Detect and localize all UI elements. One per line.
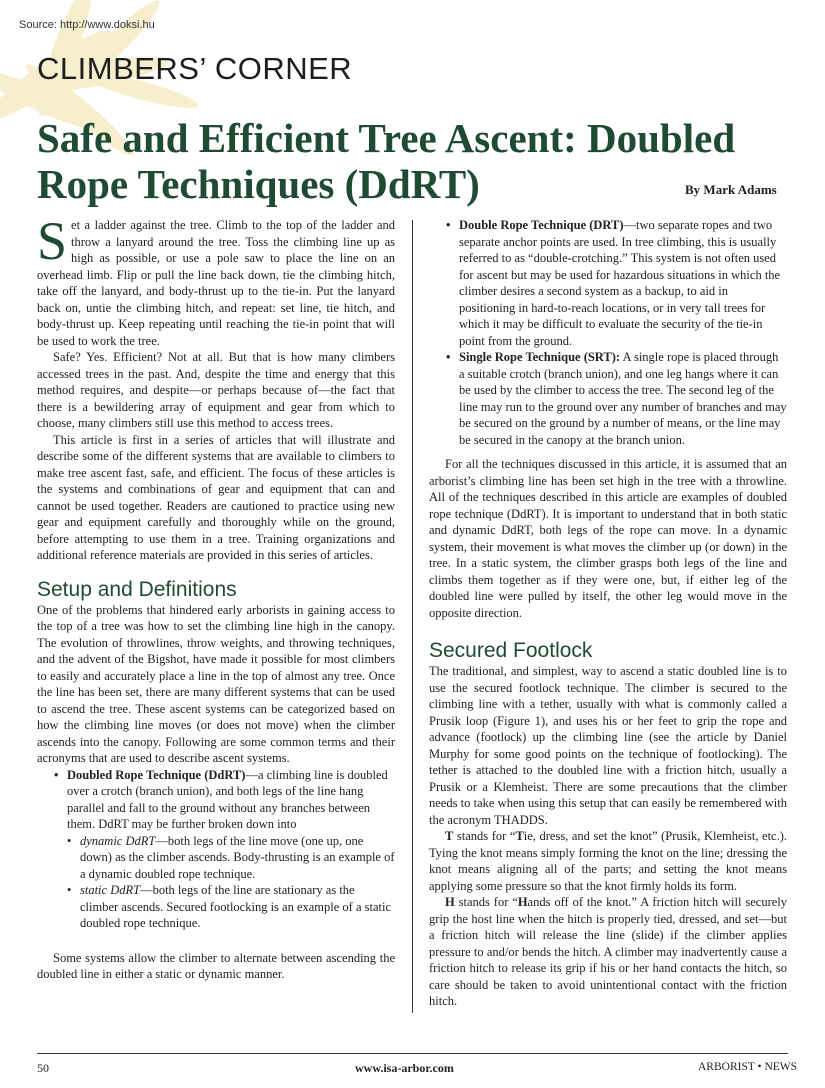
paragraph: H stands for “Hands off of the knot.” A friction hitch will securely grip the host line when the hitch is properly tied, dressed, and set—but a friction hitch will release the line (slide) if the climber applies pressure to and/or bends the hitch. A climber may inadvertently cause a friction hitch to release its grip if his or her hand contacts the hitch, so care should be taken to avoid unintentional contact with the friction hitch.: [429, 895, 787, 1008]
list-item: • static DdRT—both legs of the line are stationary as the climber ascends. Secured footlocking is an example of a static doubled rope technique.: [80, 882, 395, 932]
paragraph: For all the techniques discussed in this article, it is assumed that an arborist’s climbing line has been set high in the tree with a throwline. All of the techniques described in this article are examples of doubled rope technique (DdRT). It is important to understand that in both static and dynamic DdRT, both legs of the rope can move. In a dynamic system, their movement is what moves the climber up (or down) in the tree. In a static system, the climber grasps both legs of the line and climbs them together as if they were one, but, if either leg of the doubled line were pulled by itself, the other leg would move in the opposite direction.: [429, 457, 787, 620]
list-item: • Single Rope Technique (SRT): A single rope is placed through a suitable crotch (branch union), and one leg hangs where it can be used by the climber to access the tree. The second leg of the line may run to the ground over any number of branches and may be secured on the ground by a number of means, or the line may be secured in the canopy at the branch union.: [459, 349, 787, 448]
paragraph: T stands for “Tie, dress, and set the knot” (Prusik, Klemheist, etc.). Tying the knot means simply forming the knot on the line; dressing the knot means aligning all of the parts; and setting the knot means applying some pressure so that the knot firmly holds its form.: [429, 829, 787, 893]
list-item: • Doubled Rope Technique (DdRT)—a climbing line is doubled over a crotch (branch union), and both legs of the line hang parallel and fall to the ground without any branches between them. DdRT may be further broken down into • dynamic DdRT—both legs of the line move (one up, one down) as the climber ascends. Body-thrusting is an example of a dynamic doubled rope technique. • static DdRT—both legs of the line are stationary as the climber ascends. Secured footlocking is an example of a static doubled rope technique.: [67, 767, 395, 932]
footer-url: www.isa-arbor.com: [355, 1061, 454, 1075]
byline: By Mark Adams: [685, 182, 777, 197]
footer-rule: [37, 1053, 788, 1054]
section-kicker: CLIMBERS’ CORNER: [37, 51, 353, 86]
paragraph: Some systems allow the climber to alternate between ascending the doubled line in either a static or dynamic manner.: [37, 950, 395, 981]
section-heading-setup: Setup and Definitions: [37, 577, 237, 601]
list-item: • Double Rope Technique (DRT)—two separate ropes and two separate anchor points are used. In tree climbing, this is usually referred to as “double-crotching.” This system is not often used for ascent but may be used for hazardous situations in which the climber desires a second system as a backup, to aid in positioning in hard-to-reach locations, or in very tall trees for which it may be difficult to evaluate the security of the tie-in point from the ground.: [459, 217, 787, 349]
article-title: Safe and Efficient Tree Ascent: Doubled Rope Techniques (DdRT): [37, 115, 736, 207]
section-heading-footlock: Secured Footlock: [429, 639, 593, 662]
intro-paragraph: Set a ladder against the tree. Climb to the top of the ladder and throw a lanyard around the tree. Toss the climbing line up as high as possible, or use a pole saw to place the line on an overhead limb. Flip or pull the line back down, tie the climbing hitch, take off the lanyard, and body-thrust up to the tie-in. Put the lanyard back on, untie the climbing hitch, and repeat: set line, tie hitch, and body-thrust up. Keep repeating until reaching the tie-in point that will be used to work the tree.: [37, 211, 395, 348]
list-item: • dynamic DdRT—both legs of the line move (one up, one down) as the climber ascends. Body-thrusting is an example of a dynamic doubled rope technique.: [80, 833, 395, 883]
source-label: Source: http://www.doksi.hu: [19, 19, 155, 31]
paragraph: One of the problems that hindered early arborists in gaining access to the top of a tree was how to set the climbing line high in the canopy. The evolution of throwlines, throw weights, and throwing techniques, and the advent of the Bigshot, have made it possible for most climbers to easily and accurately place a line in the top of almost any tree. Once the line has been set, there are many different systems that can be used to ascend the tree. These ascent systems can be categorized based on how the climbing line moves (or does not move) when the climber ascends into the canopy. Following are some common terms and their acronyms that are used to describe ascent systems.: [37, 602, 395, 765]
paragraph: The traditional, and simplest, way to ascend a static doubled line is to use the secured footlock technique. The climber is secured to the climbing line with a tether, usually with what is commonly called a Prusik loop (Figure 1), and uses his or her feet to grip the rope and advance (footlock) up the climbing line (see the article by Daniel Murphy for some good points on the technique of footlocking). The tether is attached to the doubled line with a friction hitch, usually a Prusik or a Klemheist. There are some precautions that the climber needs to take when using this setup that can easily be remembered with the acronym THADDS.: [429, 664, 787, 827]
paragraph: This article is first in a series of articles that will illustrate and describe some of the different systems that are available to climbers to make tree ascent fast, safe, and efficient. The focus of these articles is the systems and combinations of gear and equipment that can and cannot be used together. Readers are cautioned to practice using new gear and equipment carefully and thoroughly while on the ground, before attempting to use them in a tree. Training organizations and additional reference materials are provided in this series of articles.: [37, 432, 395, 562]
paragraph: Safe? Yes. Efficient? Not at all. But that is how many climbers accessed trees in the past. And, despite the time and energy that this method requires, and despite—or perhaps because of—the fact that there is a bewildering array of equipment and gear from which to choose, many climbers still use this method to access trees.: [37, 350, 395, 430]
page-number: 50: [37, 1061, 49, 1075]
sub-list: [67, 833, 395, 932]
left-column: [37, 211, 395, 983]
definition-list: [37, 767, 395, 932]
column-divider: [412, 220, 413, 1013]
magazine-name: ARBORIST • NEWS: [698, 1061, 798, 1073]
right-column: [429, 217, 787, 1010]
drop-cap: S: [37, 211, 68, 271]
definition-list: [429, 217, 787, 448]
